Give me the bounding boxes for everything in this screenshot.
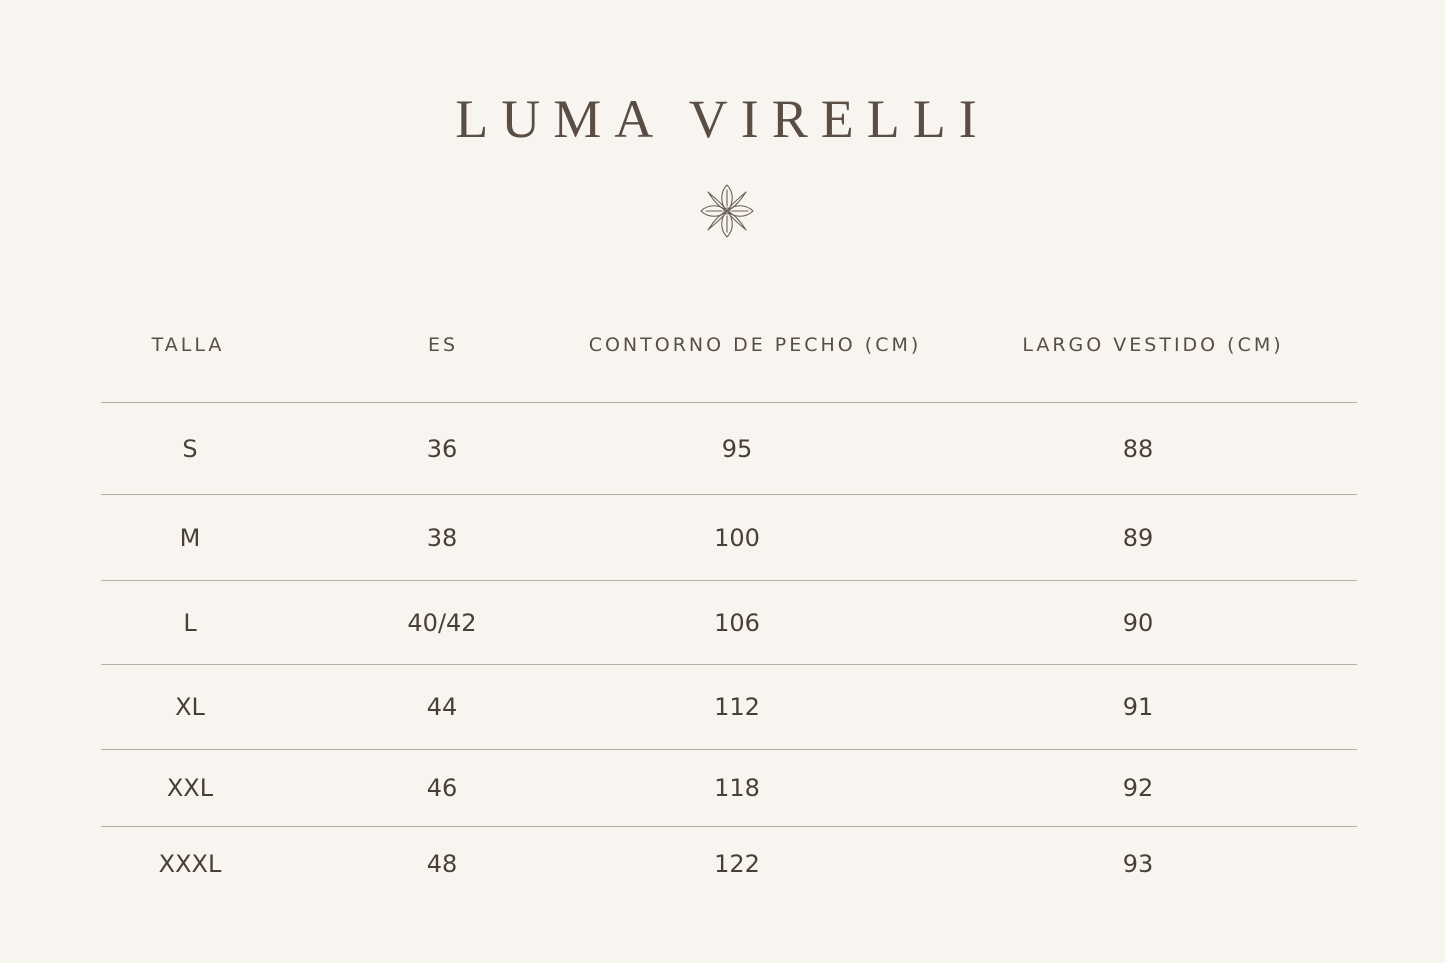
brand-title: LUMA VIRELLI [455,89,990,149]
cell-es: 48 [426,850,458,878]
cell-es: 46 [426,774,458,802]
header-largo-vestido: LARGO VESTIDO (CM) [1022,334,1284,356]
table-header-row [101,300,1357,403]
cell-es: 38 [426,523,458,552]
cell-contorno: 118 [714,774,760,802]
cell-contorno: 112 [714,693,760,721]
table-row [101,665,1357,750]
cell-talla: XXXL [158,850,222,878]
cell-talla: L [183,608,197,637]
cell-contorno: 95 [721,434,753,463]
cell-talla: M [179,523,201,552]
cell-largo: 88 [1122,434,1154,463]
size-table [101,300,1357,901]
cell-largo: 89 [1122,523,1154,552]
cell-contorno: 122 [714,850,760,878]
cell-contorno: 100 [714,523,760,552]
cell-talla: XXL [166,774,214,802]
cell-talla: S [182,434,198,463]
cell-es: 44 [426,693,458,721]
table-row [101,750,1357,827]
cell-largo: 93 [1122,850,1154,878]
cell-largo: 90 [1122,608,1154,637]
cell-largo: 91 [1122,693,1154,721]
cell-largo: 92 [1122,774,1154,802]
cell-talla: XL [175,693,205,721]
cell-contorno: 106 [714,608,760,637]
header-talla: TALLA [151,334,225,356]
cell-es: 40/42 [407,608,477,637]
table-row [101,403,1357,495]
cell-es: 36 [426,434,458,463]
table-row [101,581,1357,665]
table-row [101,495,1357,581]
header-contorno-pecho: CONTORNO DE PECHO (CM) [588,334,922,356]
header-es: ES [427,334,459,356]
table-row [101,827,1357,901]
lotus-flower-icon [696,180,758,242]
